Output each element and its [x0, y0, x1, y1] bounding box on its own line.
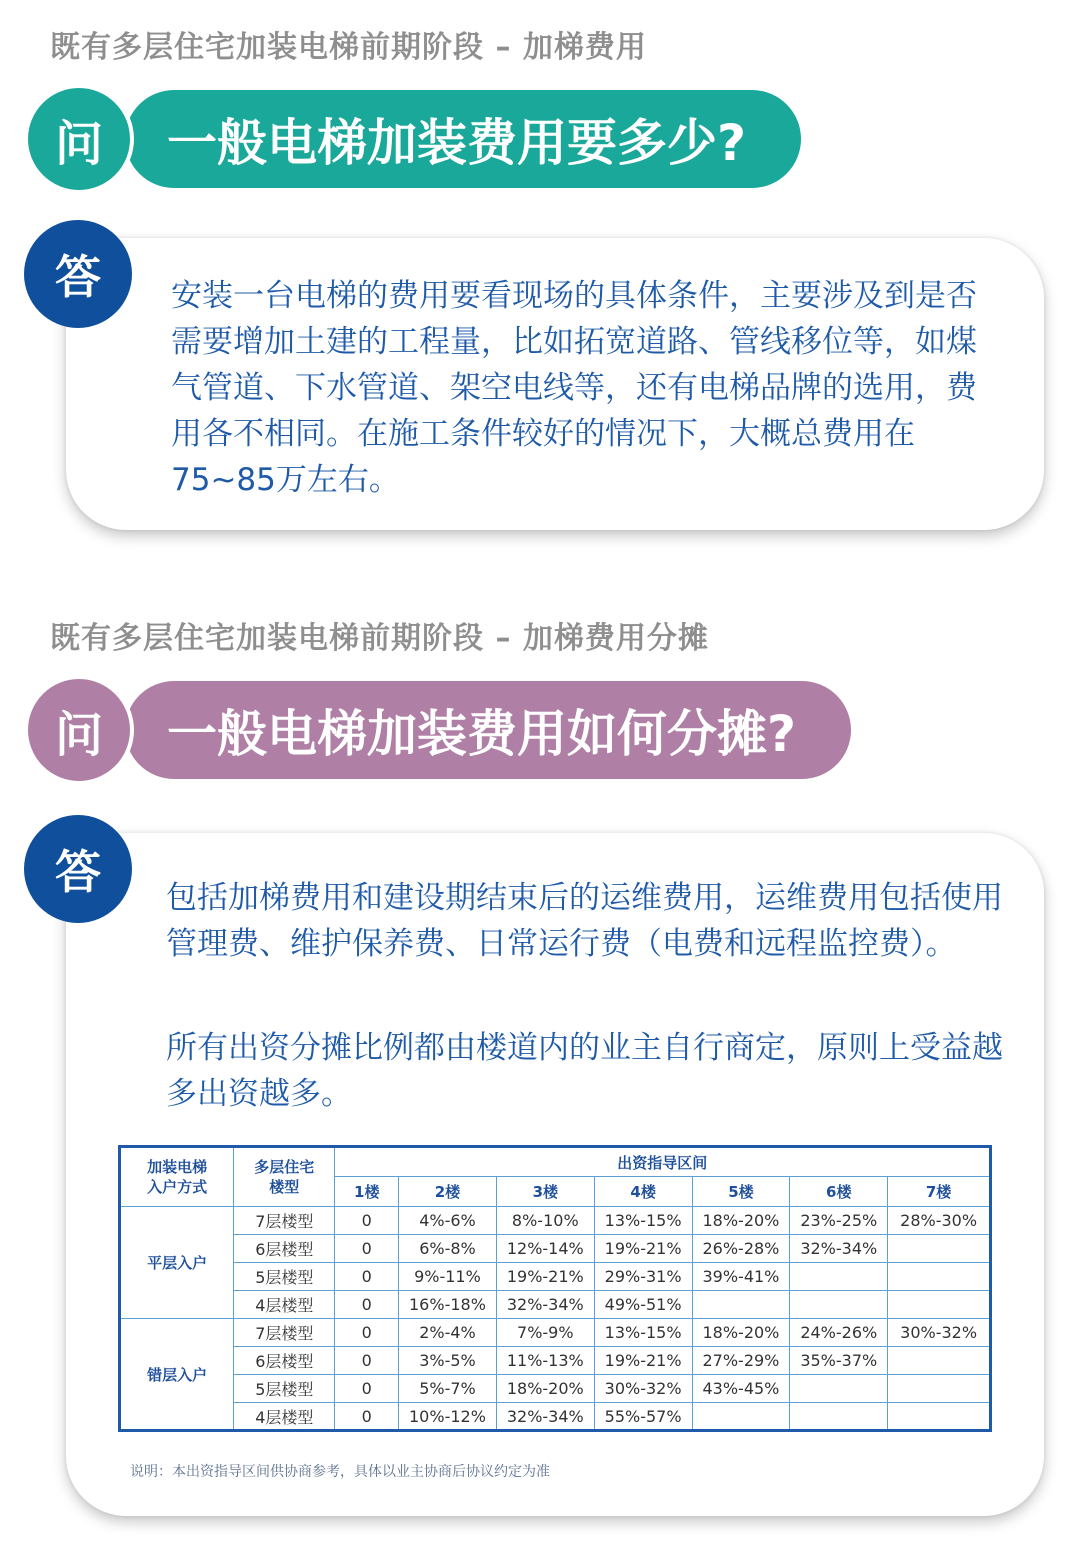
table-cell: 32%-34%	[496, 1403, 594, 1431]
table-cell: 43%-45%	[692, 1375, 790, 1403]
table-cell	[790, 1403, 888, 1431]
answer-badge: 答	[24, 220, 132, 328]
table-cell	[888, 1347, 991, 1375]
table-cell: 5%-7%	[399, 1375, 497, 1403]
table-cell: 0	[335, 1263, 399, 1291]
group-label: 平层入户	[120, 1207, 234, 1319]
table-cell	[692, 1291, 790, 1319]
table-cell: 0	[335, 1319, 399, 1347]
table-cell: 9%-11%	[399, 1263, 497, 1291]
answer-paragraph-1: 包括加梯费用和建设期结束后的运维费用，运维费用包括使用管理费、维护保养费、日常运行费（电费和远程监控费）。	[166, 880, 1003, 962]
table-cell	[790, 1291, 888, 1319]
answer-text: 安装一台电梯的费用要看现场的具体条件，主要涉及到是否需要增加土建的工程量，比如拓宽道路、管线移位等，如煤气管道、下水管道、架空电线等，还有电梯品牌的选用，费用各不相同。在施工条件较好的情况下，大概总费用在75~85万左右。	[171, 278, 977, 498]
table-row	[120, 1235, 991, 1263]
section-title-cost: 既有多层住宅加装电梯前期阶段 – 加梯费用	[50, 30, 647, 65]
building-type-cell: 7层楼型	[234, 1207, 335, 1235]
table-cell: 55%-57%	[594, 1403, 692, 1431]
table-row	[120, 1263, 991, 1291]
table-cell	[888, 1375, 991, 1403]
building-type-cell: 7层楼型	[234, 1319, 335, 1347]
question-banner-allocation	[125, 681, 851, 779]
answer-card-cost	[66, 238, 1044, 530]
table-cell: 0	[335, 1235, 399, 1263]
table-row	[120, 1207, 991, 1235]
table-cell: 19%-21%	[594, 1235, 692, 1263]
table-cell: 0	[335, 1347, 399, 1375]
table-cell: 32%-34%	[790, 1235, 888, 1263]
table-cell: 0	[335, 1291, 399, 1319]
table-cell: 13%-15%	[594, 1319, 692, 1347]
table-cell: 30%-32%	[594, 1375, 692, 1403]
table-cell: 0	[335, 1375, 399, 1403]
building-type-cell: 4层楼型	[234, 1403, 335, 1431]
table-row	[120, 1403, 991, 1431]
table-row	[120, 1375, 991, 1403]
allocation-table	[118, 1145, 992, 1432]
floor-header: 3楼	[496, 1177, 594, 1207]
floor-header: 1楼	[335, 1177, 399, 1207]
question-banner-cost	[125, 90, 801, 188]
building-type-cell: 5层楼型	[234, 1375, 335, 1403]
table-cell: 32%-34%	[496, 1291, 594, 1319]
building-type-cell: 6层楼型	[234, 1235, 335, 1263]
table-cell: 18%-20%	[692, 1207, 790, 1235]
table-cell	[790, 1263, 888, 1291]
table-cell: 13%-15%	[594, 1207, 692, 1235]
section-title-allocation: 既有多层住宅加装电梯前期阶段 – 加梯费用分摊	[50, 621, 709, 656]
header-entry-method: 加装电梯 入户方式	[120, 1147, 234, 1207]
table-cell: 6%-8%	[399, 1235, 497, 1263]
table-cell: 23%-25%	[790, 1207, 888, 1235]
table-cell: 3%-5%	[399, 1347, 497, 1375]
table-row	[120, 1319, 991, 1347]
table-cell: 35%-37%	[790, 1347, 888, 1375]
table-cell: 28%-30%	[888, 1207, 991, 1235]
table-cell: 0	[335, 1207, 399, 1235]
table-cell	[888, 1263, 991, 1291]
table-cell: 30%-32%	[888, 1319, 991, 1347]
building-type-cell: 6层楼型	[234, 1347, 335, 1375]
table-cell: 4%-6%	[399, 1207, 497, 1235]
table-cell: 49%-51%	[594, 1291, 692, 1319]
table-cell: 29%-31%	[594, 1263, 692, 1291]
building-type-cell: 4层楼型	[234, 1291, 335, 1319]
table-note: 说明：本出资指导区间供协商参考，具体以业主协商后协议约定为准	[130, 1464, 550, 1480]
table-row	[120, 1291, 991, 1319]
table-cell: 0	[335, 1403, 399, 1431]
table-row	[120, 1347, 991, 1375]
table-cell: 10%-12%	[399, 1403, 497, 1431]
answer-badge: 答	[24, 815, 132, 923]
question-badge: 问	[24, 84, 134, 194]
table-cell: 18%-20%	[692, 1319, 790, 1347]
header-contribution-range: 出资指导区间	[335, 1147, 991, 1177]
table-cell	[888, 1291, 991, 1319]
table-cell: 16%-18%	[399, 1291, 497, 1319]
table-cell: 26%-28%	[692, 1235, 790, 1263]
table-cell: 39%-41%	[692, 1263, 790, 1291]
table-cell: 11%-13%	[496, 1347, 594, 1375]
table-cell: 19%-21%	[594, 1347, 692, 1375]
question-text: 一般电梯加装费用如何分摊?	[167, 705, 797, 763]
question-badge: 问	[24, 675, 134, 785]
table-cell	[790, 1375, 888, 1403]
table-cell: 12%-14%	[496, 1235, 594, 1263]
floor-header: 6楼	[790, 1177, 888, 1207]
table-cell: 18%-20%	[496, 1375, 594, 1403]
floor-header: 7楼	[888, 1177, 991, 1207]
floor-header: 2楼	[399, 1177, 497, 1207]
answer-paragraph-2: 所有出资分摊比例都由楼道内的业主自行商定，原则上受益越多出资越多。	[166, 1030, 1003, 1112]
table-cell	[888, 1235, 991, 1263]
table-cell	[692, 1403, 790, 1431]
table-cell: 27%-29%	[692, 1347, 790, 1375]
table-cell: 24%-26%	[790, 1319, 888, 1347]
table-cell: 7%-9%	[496, 1319, 594, 1347]
table-cell: 19%-21%	[496, 1263, 594, 1291]
question-text: 一般电梯加装费用要多少?	[167, 114, 747, 172]
table-cell: 2%-4%	[399, 1319, 497, 1347]
table-cell: 8%-10%	[496, 1207, 594, 1235]
table-cell	[888, 1403, 991, 1431]
header-building-type: 多层住宅 楼型	[234, 1147, 335, 1207]
group-label: 错层入户	[120, 1319, 234, 1431]
building-type-cell: 5层楼型	[234, 1263, 335, 1291]
floor-header: 4楼	[594, 1177, 692, 1207]
floor-header: 5楼	[692, 1177, 790, 1207]
